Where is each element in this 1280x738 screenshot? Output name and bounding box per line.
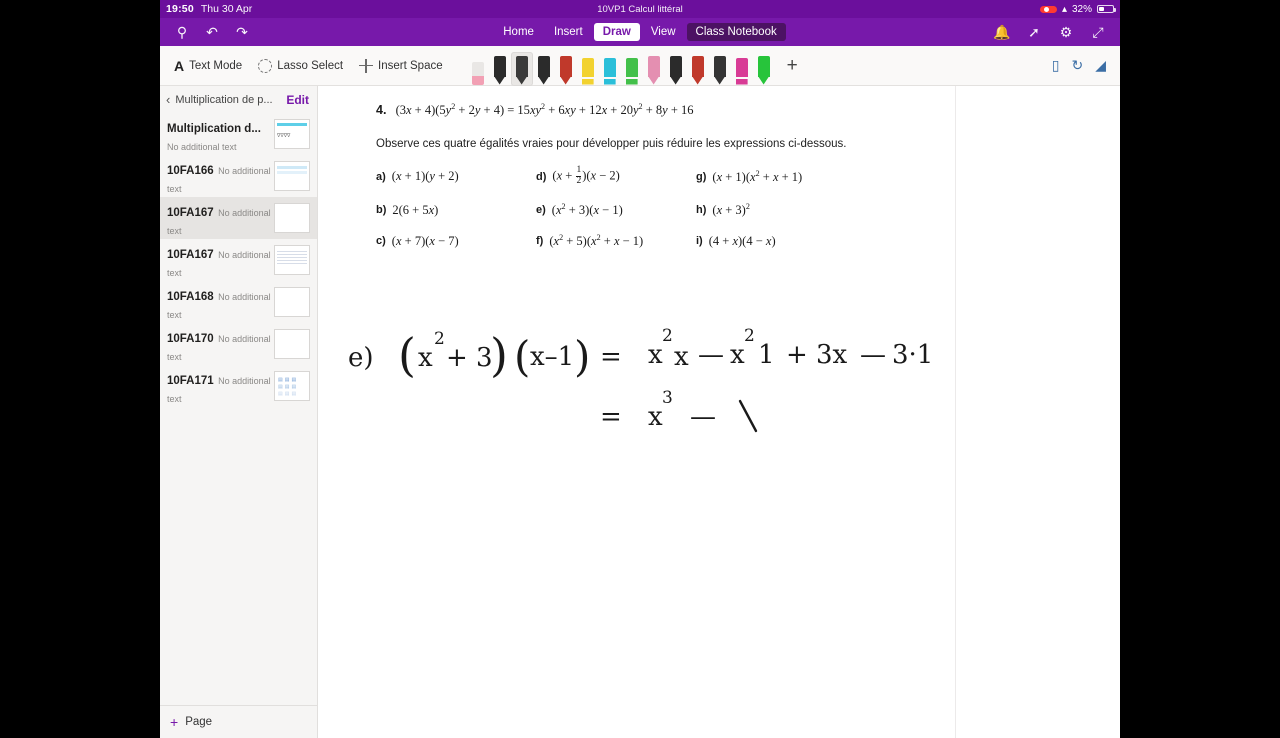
ink-to-text-icon[interactable]: ▯ [1051, 57, 1060, 73]
pen-dark-2[interactable] [709, 52, 731, 86]
highlighter-magenta[interactable] [731, 52, 753, 86]
sidebar-header [160, 86, 317, 113]
exercise-f [536, 233, 696, 249]
instruction-text: Observe ces quatre égalités vraies pour développer puis réduire les expressions ci-dessous. [376, 138, 847, 151]
list-item[interactable] [160, 323, 317, 365]
exercise-c [376, 233, 536, 249]
page-subtitle: No additional text [167, 166, 271, 194]
exercise-expression: 2(6 + 5x) [392, 202, 439, 217]
exercise-label: g) [696, 170, 707, 183]
exercise-label: c) [376, 235, 386, 248]
exercise-grid [376, 166, 950, 249]
exercise-d [536, 166, 696, 187]
pen-tray [467, 46, 775, 86]
bell-icon[interactable]: 🔔 [993, 23, 1011, 40]
exercise-h [696, 202, 950, 218]
exercise-expression: $(x + 3)^2$ [712, 202, 750, 218]
highlighter-yellow[interactable] [577, 52, 599, 86]
exercise-i [696, 233, 950, 249]
ink-line-1 [348, 326, 933, 382]
page-subtitle: No additional text [167, 208, 271, 236]
exercise-expression: $(x^2 + 3)(x - 1)$ [551, 202, 623, 218]
svg-text:+: + [786, 340, 808, 370]
page-thumbnail [274, 245, 310, 275]
svg-text:=: = [600, 402, 622, 432]
fraction-denominator: 2 [576, 176, 582, 187]
exercise-expression: $(x + 1)(x^2 + x + 1)$ [712, 168, 803, 184]
text-A-icon: A [174, 57, 185, 74]
exercise-expression: (x + 1)(y + 2) [391, 169, 459, 184]
pen-red[interactable] [555, 52, 577, 86]
edit-button[interactable]: Edit [286, 92, 309, 107]
exercise-g [696, 166, 950, 187]
tab-draw[interactable]: Draw [594, 23, 640, 41]
page-thumbnail [274, 329, 310, 359]
highlighter-cyan[interactable] [599, 52, 621, 86]
page-thumbnail [274, 203, 310, 233]
question-4 [376, 102, 950, 118]
exercise-label: h) [696, 204, 707, 217]
app-body [160, 86, 1120, 738]
lasso-select-label: Lasso Select [277, 59, 344, 72]
svg-text:+ 3: + 3 [446, 343, 493, 373]
exercise-expression: (x + 7)(x − 7) [391, 233, 459, 248]
ios-status-bar [160, 0, 1120, 18]
page-subtitle: No additional text [167, 250, 271, 278]
page-subtitle: No additional text [167, 376, 271, 404]
status-time: 19:50 [166, 3, 194, 15]
svg-text:): ) [490, 328, 508, 382]
ink-replay-icon[interactable]: ↻ [1071, 57, 1084, 73]
list-item[interactable] [160, 113, 317, 155]
pen-black-3[interactable] [533, 52, 555, 86]
svg-text:3x: 3x [816, 340, 848, 370]
page-subtitle: No additional text [167, 334, 271, 362]
svg-text:(: ( [514, 332, 531, 381]
question-equation: $(3x + 4)(5y^2 + 2y + 4) = 15xy^2 + 6xy + 12x + 20y^2 + 8y + 16$ [395, 102, 694, 118]
svg-text:—: — [860, 340, 886, 370]
svg-text:x: x [418, 343, 433, 373]
insert-space-button[interactable] [353, 56, 449, 76]
chevron-left-icon[interactable]: ‹ [166, 92, 171, 107]
section-title: Multiplication de p... [175, 93, 273, 106]
page-title: 10FA167 [167, 207, 214, 219]
text-mode-button[interactable] [168, 55, 248, 77]
page-title: 10FA166 [167, 165, 214, 177]
pen-eraser[interactable] [467, 52, 489, 86]
exercise-b [376, 202, 536, 218]
exercise-label: a) [376, 170, 386, 183]
redo-icon[interactable]: ↷ [236, 23, 248, 40]
tab-view[interactable]: View [650, 26, 676, 38]
page-thumbnail [274, 287, 310, 317]
page-list[interactable] [160, 113, 317, 705]
svg-text:2: 2 [434, 329, 445, 349]
draw-toolbar [160, 46, 1120, 86]
add-page-label: Page [185, 716, 213, 728]
svg-text:=: = [600, 342, 622, 372]
pen-pink[interactable] [643, 52, 665, 86]
status-date: Thu 30 Apr [200, 3, 253, 15]
tab-class-notebook[interactable]: Class Notebook [687, 23, 786, 41]
ribbon-tabs [160, 23, 1120, 41]
pen-black-1[interactable] [489, 52, 511, 86]
svg-text:x: x [674, 342, 689, 372]
fraction-numerator: 1 [576, 165, 582, 176]
tab-home[interactable]: Home [503, 26, 534, 38]
add-pen-button[interactable]: + [786, 54, 798, 76]
insert-space-label: Insert Space [378, 59, 443, 72]
record-dot-icon [1044, 7, 1049, 12]
wifi-icon: ▴ [1061, 3, 1067, 15]
page-thumbnail: ∇∇∇∇ [274, 119, 310, 149]
page-title: 10FA167 [167, 249, 214, 261]
page-subtitle: No additional text [167, 292, 271, 320]
exercise-expression: (x + $\frac{1}{2}$ )(x − 2) [552, 165, 620, 187]
list-item[interactable] [160, 365, 317, 407]
lasso-icon [258, 59, 272, 73]
pen-red-2[interactable] [687, 52, 709, 86]
page-thumbnail: ▤▤▤ ▤▤▤ ▤▤▤ [274, 371, 310, 401]
ink-eraser-icon[interactable]: ◢ [1095, 57, 1106, 73]
undo-icon[interactable]: ↶ [206, 23, 218, 40]
battery-percent: 32% [1071, 3, 1092, 15]
svg-text:1: 1 [758, 340, 775, 370]
exercise-label: f) [536, 235, 544, 248]
exercise-a [376, 166, 536, 187]
share-icon[interactable]: ➚ [1028, 23, 1040, 40]
svg-text:x: x [648, 340, 663, 370]
page-title: Multiplication d... [167, 123, 261, 135]
list-item[interactable] [160, 197, 317, 239]
tab-insert[interactable]: Insert [553, 26, 583, 38]
note-canvas[interactable] [318, 86, 1120, 738]
page-list-sidebar [160, 86, 318, 738]
text-mode-label: Text Mode [189, 59, 243, 72]
svg-text:x: x [730, 340, 745, 370]
expand-icon[interactable]: ⤢ [1092, 23, 1104, 40]
pen-black-2[interactable] [511, 52, 533, 86]
lasso-select-button[interactable] [252, 56, 349, 76]
svg-text:(: ( [398, 328, 416, 382]
add-page-button[interactable] [160, 705, 317, 738]
canvas-margin-rule [955, 86, 1120, 738]
exercise-label: d) [536, 170, 547, 183]
svg-text:x–1: x–1 [530, 342, 575, 372]
svg-text:2: 2 [744, 326, 755, 346]
screen-recording-indicator [1040, 6, 1057, 13]
exercise-expression: (4 + x)(4 − x) [708, 233, 776, 248]
exercise-expression: $(x^2 + 5)(x^2 + x - 1)$ [549, 233, 644, 249]
ink-line-2 [600, 388, 756, 432]
svg-text:—: — [690, 402, 716, 432]
exercise-label: b) [376, 204, 387, 217]
pen-dark-1[interactable] [665, 52, 687, 86]
search-icon[interactable]: ⚲ [176, 23, 188, 40]
page-title: 10FA171 [167, 375, 214, 387]
insert-space-icon [359, 59, 373, 73]
svg-text:3: 3 [662, 388, 673, 408]
exercise-e [536, 202, 696, 218]
page-title: 10FA170 [167, 333, 214, 345]
document-title: 10VP1 Calcul littéral [597, 3, 683, 15]
highlighter-green[interactable] [621, 52, 643, 86]
battery-icon [1097, 5, 1114, 13]
svg-text:3·1: 3·1 [892, 340, 934, 370]
onenote-app-window [160, 0, 1120, 730]
svg-text:—: — [698, 340, 724, 370]
exercise-label: e) [536, 204, 546, 217]
exercise-label: i) [696, 235, 703, 248]
question-number: 4. [376, 103, 387, 118]
svg-text:e): e) [348, 343, 374, 373]
svg-text:2: 2 [662, 326, 673, 346]
page-subtitle: No additional text [167, 142, 237, 152]
fraction-one-half [576, 166, 581, 187]
app-ribbon [160, 18, 1120, 46]
list-item[interactable] [160, 281, 317, 323]
gear-icon[interactable]: ⚙ [1059, 23, 1073, 40]
svg-text:x: x [648, 402, 663, 432]
pen-green[interactable] [753, 52, 775, 86]
list-item[interactable] [160, 155, 317, 197]
page-thumbnail [274, 161, 310, 191]
list-item[interactable] [160, 239, 317, 281]
svg-text:): ) [574, 332, 591, 381]
page-content [376, 86, 950, 249]
page-title: 10FA168 [167, 291, 214, 303]
plus-icon: + [170, 714, 179, 730]
